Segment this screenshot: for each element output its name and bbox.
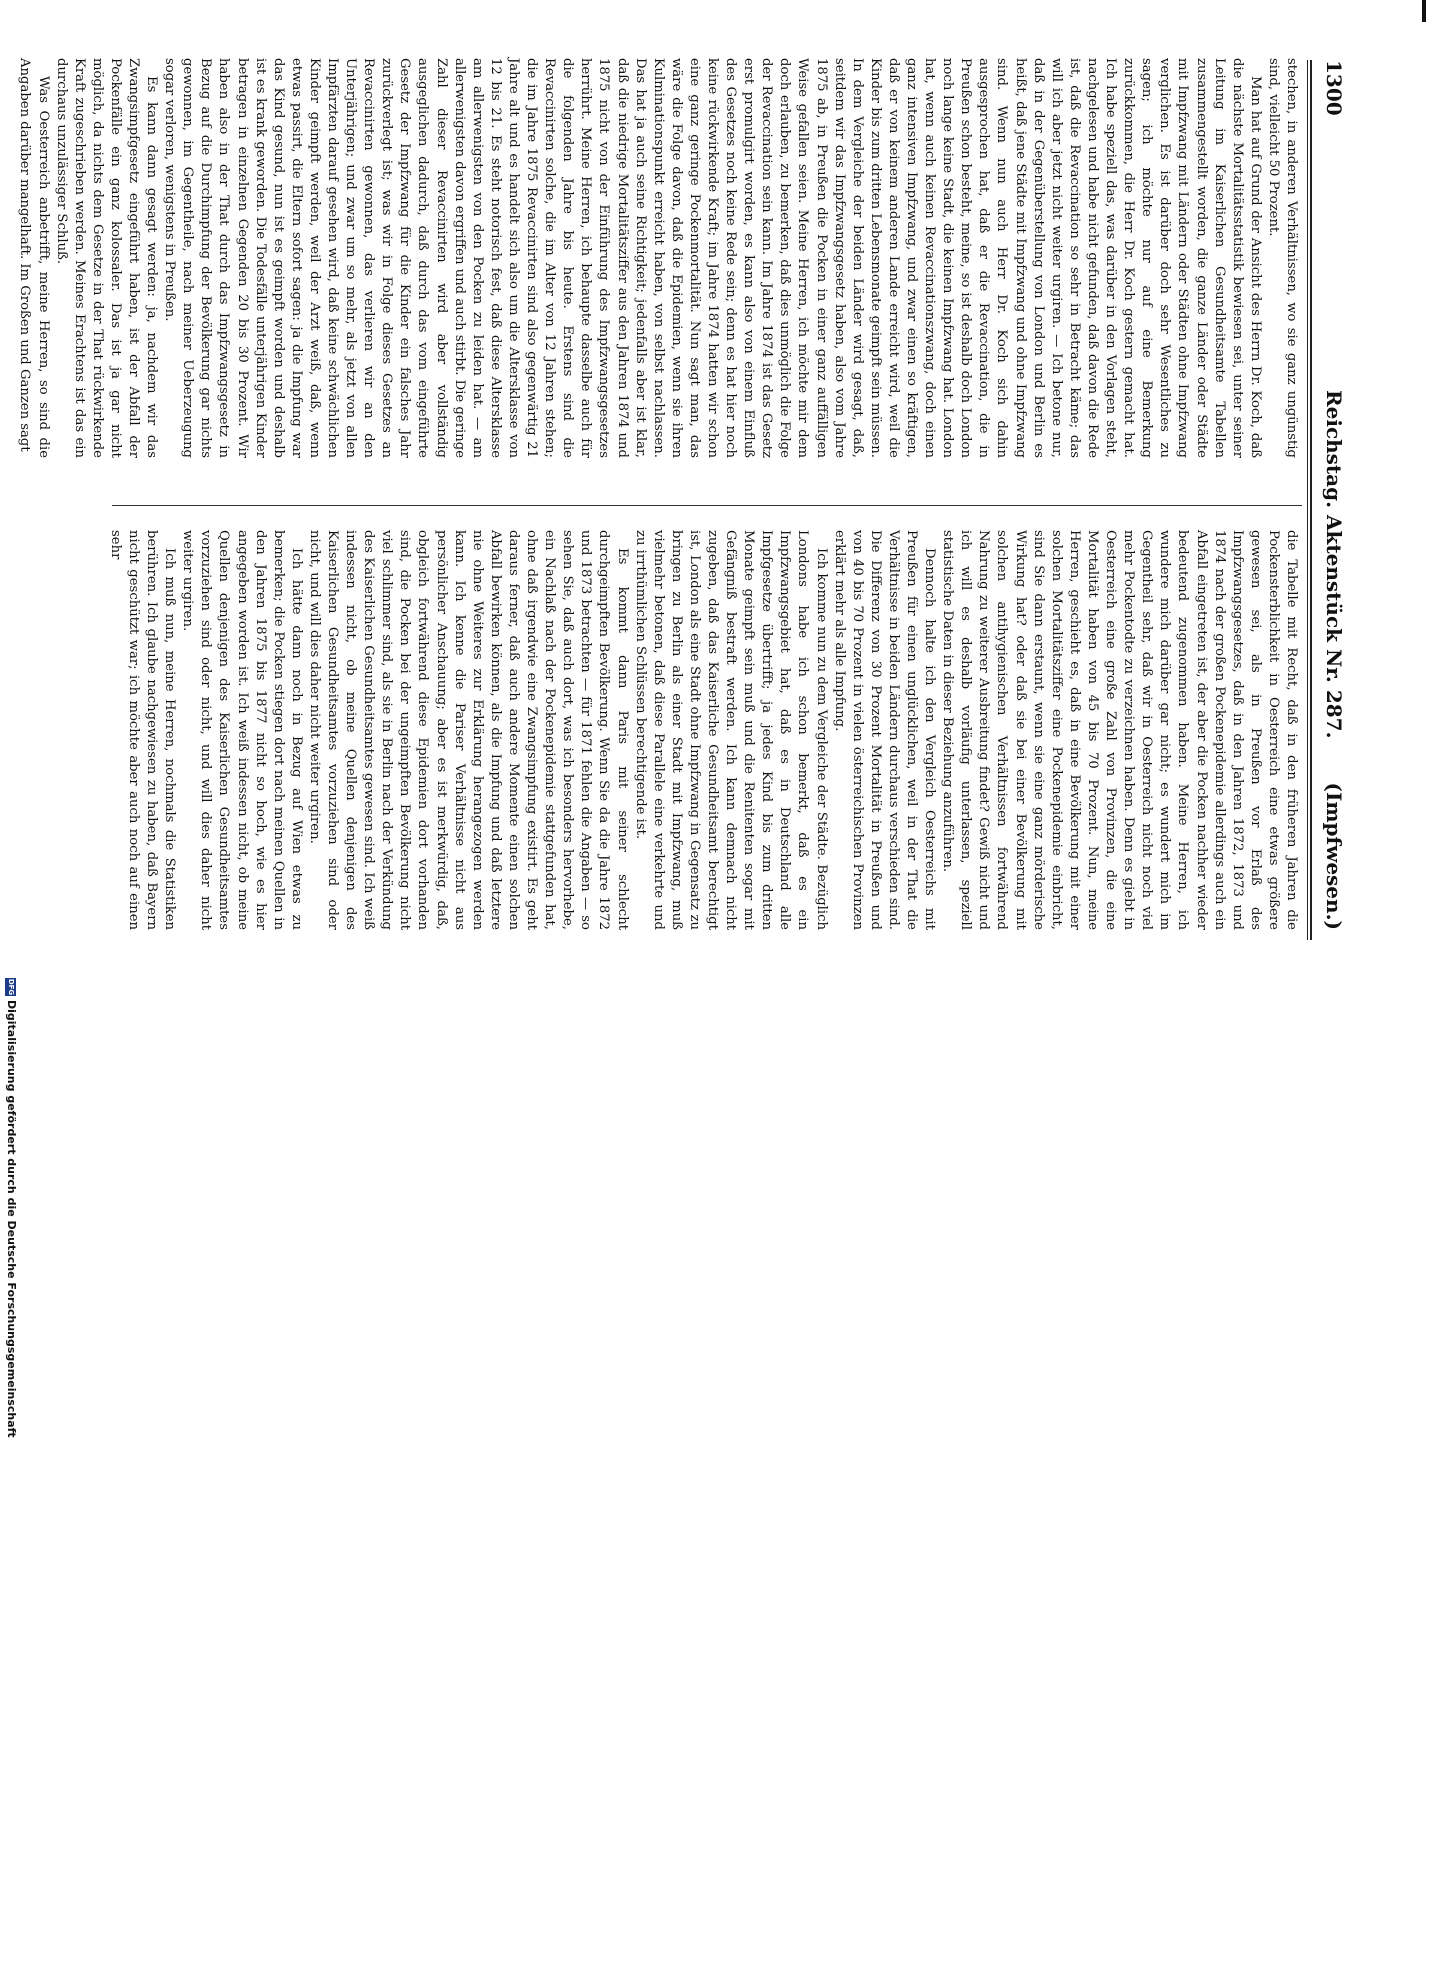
paragraph: Ich komme nun zu dem Vergleiche der Städte. Bezüglich Londons habe ich schon bemerkt, daß es ein Impfzwangsgebiet hat, daß es in Deutschland alle Impfgesetze übertrifft; ja jedes Kind bis zum dritten Monate geimpft sein muß und die Renitenten sogar mit Gefängniß bestraft werden. Ich kann demnach nicht zugeben, daß das Kaiserliche Gesundheitsamt berechtigt ist, London als eine Stadt ohne Impfzwang in Gegensatz zu bringen zu Berlin als einer Stadt mit Impfzwang, muß vielmehr betonen, daß diese Parallele eine verkehrte und zu irrthümlichen Schlüssen berechtigende ist. bbox=[632, 530, 829, 930]
paragraph: Es kann dann gesagt werden: ja, nachdem wir das Zwangsimpfgesetz eingeführt haben, ist der Abfall der Pockenfälle ein ganz kolossaler. Das ist ja gar nicht möglich, da nichts dem Gesetze in der That rückwirkende Kraft zugeschrieben werden. Meines Erachtens ist das ein durchaus unzulässiger Schluß. bbox=[53, 58, 160, 458]
paragraph: Ich muß nun, meine Herren, nochmals die Statistiken berühren. Ich glaube nachgewiesen zu haben, daß Bayern nicht geschützt war; ich möchte aber auch noch auf einen sehr bbox=[107, 530, 178, 930]
digitization-strip bbox=[0, 0, 22, 1438]
paragraph: Es kommt dann Paris mit seiner schlecht durchgeimpften Bevölkerung. Wenn Sie da die Jahre 1872 und 1873 betrachten — für 1871 fehlen die Angaben — so sehen Sie, daß auch dort, was ich besonders hervorhebe, ein Nachlaß nach der Pockenepidemie stattgefunden hat, ohne daß irgendwie eine Zwangsimpfung existirt. Es geht daraus ferner, daß auch andere Momente einen solchen Abfall bewirken können, als die Impfung und daß letztere nie ohne Weiteres zur Erklärung herangezogen werden kann. Ich kenne die Pariser Verhältnisse nicht aus persönlicher Anschauung; aber es ist merkwürdig, daß, obgleich fortwährend diese Epidemien dort vorhanden sind, die Pocken bei der ungeimpften Bevölkerung nicht viel schlimmer sind, als sie in Berlin nach der Verkündung des Kaiserlichen Gesundheitsamtes gewesen sind. Ich weiß indessen nicht, ob meine Quellen denjenigen des Kaiserlichen Gesundheitsamtes vorzuziehen sind oder nicht, und will dies daher nicht weiter urgiren. bbox=[306, 530, 630, 930]
dfg-logo-icon: DFG bbox=[7, 978, 16, 996]
paragraph: Dennoch halte ich den Vergleich Oesterreichs mit Preußen für einen unglücklichen, weil in der That die Verhältnisse in beiden Ländern durchaus verschieden sind. Die Differenz von 30 Prozent Mortalität in Preußen und von 40 bis 70 Prozent in vielen österreichischen Provinzen erklärt mehr als alle Impfung. bbox=[831, 530, 938, 930]
paragraph: die Tabelle mit Recht, daß in den früheren Jahren die Pockensterblichkeit in Oesterreich eine etwas größere gewesen sei, als in Preußen vor Erlaß des Impfzwangsgesetzes, daß in den Jahren 1872, 1873 und 1874 nach der großen Pockenepidemie allerdings auch ein Abfall eingetreten ist, der aber die Pocken nachher wieder bedeutend zugenommen haben. Meine Herren, ich wundere mich darüber gar nicht; es wundert mich im Gegentheil sehr, daß wir in Oesterreich nicht noch viel mehr Pockentodte zu verzeichnen haben. Denn es giebt in Oesterreich eine große Zahl von Provinzen, die eine Mortalität haben von 45 bis 70 Prozent. Nun, meine Herren, geschieht es, daß in eine Bevölkerung mit einer solchen Mortalitätsziffer eine Pockenepidemie einbricht, sind Sie dann erstaunt, wenn sie eine ganz mörderische Wirkung hat? oder daß sie bei einer Bevölkerung mit solchen antihygienischen Verhältnissen fortwährend Nahrung zu weiterer Ausbreitung findet? Gewiß nicht und ich will es deshalb vorläufig unterlassen, speziell statistische Daten in dieser Beziehung anzuführen. bbox=[940, 530, 1299, 930]
paragraph: Was Oesterreich anbetrifft, meine Herren, so sind die Angaben darüber mangelhaft. Im Großen und Ganzen sagt bbox=[17, 58, 51, 458]
page-number: 1300 bbox=[1322, 60, 1346, 116]
page-header bbox=[1316, 60, 1350, 930]
left-column bbox=[17, 58, 1300, 458]
paragraph: stechen, in anderen Verhältnissen, wo sie ganz ungünstig sind, vielleicht 50 Prozent. bbox=[1265, 58, 1299, 458]
paragraph: Ich hätte dann noch in Bezug auf Wien etwas zu bemerken; die Pocken stiegen dort nach meinen Quellen in den Jahren 1875 bis 1877 nicht so hoch, wie es hier angegeben worden ist. Ich weiß indessen nicht, ob meine Quellen denjenigen des Kaiserlichen Gesundheitsamtes vorzuziehen sind oder nicht, und will dies daher nicht weiter urgiren. bbox=[180, 530, 304, 930]
digitization-note bbox=[0, 978, 22, 1978]
right-column bbox=[107, 530, 1300, 930]
header-rule-thin bbox=[1307, 60, 1308, 940]
scan-edge-mark bbox=[1422, 0, 1426, 22]
section-title: (Impfwesen.) bbox=[1322, 782, 1346, 930]
paragraph: Man hat auf Grund der Ansicht des Herrn Dr. Koch, daß die nächste Mortalitätsstatistik bewiesen sei, unter seiner Leitung im Kaiserlichen Gesundheitsamte Tabellen zusammengestellt worden, die ganze Länder oder Städte mit Impfzwang mit Ländern oder Städten ohne Impfzwang verglichen. Es ist darüber doch sehr Wesentliches zu sagen; ich möchte nur auf eine Bemerkung zurückkommen, die Herr Dr. Koch gestern gemacht hat. Ich habe speziell das, was darüber in den Vorlagen steht, nachgelesen und habe nicht gefunden, daß davon die Rede ist, daß die Revaccination so sehr in Betracht käme; das will ich aber jetzt nicht weiter urgiren. — Ich betone nur, daß in der Gegenüberstellung von London und Berlin es heißt, daß jene Städte mit Impfzwang und ohne Impfzwang sind. Wenn nun auch Herr Dr. Koch sich dahin ausgesprochen hat, daß er die Revaccination, die in Preußen schon besteht, meine, so ist deshalb doch London noch lange keine Stadt, die keinen Impfzwang hat. London hat, wenn auch keinen Revaccinationszwang, doch einen ganz intensiven Impfzwang, und zwar einen so kräftigen, daß er von keinem anderen Lande erreicht wird, weil die Kinder bis zum dritten Lebensmonate geimpft sein müssen. In dem Vergleiche der beiden Länder wird gesagt, daß, seitdem wir das Impfzwangsgesetz haben, also vom Jahre 1875 ab, in Preußen die Pocken in einer ganz auffälligen Weise gefallen seien. Meine Herren, ich möchte mir dem doch erlauben, zu bemerken, daß dies unmöglich die Folge der Revaccination sein kann. Im Jahre 1874 ist das Gesetz erst promulgirt worden, es kann also von einem Einfluß des Gesetzes noch keine Rede sein; denn es hat hier noch keine rückwirkende Kraft; im Jahre 1874 hatten wir schon eine ganz geringe Pockenmortalität. Nun sagt man, das wäre die Folge davon, daß die Epidemien, wenn sie ihren Kulminationspunkt erreicht haben, von selbst nachlassen. Das hat ja auch seine Richtigkeit; jedenfalls aber ist klar, daß die niedrige Mortalitätsziffer aus den Jahren 1874 und 1875 nicht von der Einführung des Impfzwangsgesetzes herrührt. Meine Herren, ich behaupte dasselbe auch für die folgenden Jahre bis heute. Erstens sind die Revaccinirten solche, die im Alter von 12 Jahren stehen; die im Jahre 1875 Revaccinirten sind also gegenwärtig 21 Jahre alt und es handelt sich also um die Altersklasse von 12 bis 21. Es steht notorisch fest, daß diese Altersklasse am allerwenigsten von den Pocken zu leiden hat. — am allerwenigsten davon ergriffen und auch stirbt. Die geringe Zahl dieser Revaccinirten wird aber vollständig ausgeglichen dadurch, daß durch das vom eingeführte Gesetz der Impfzwang für die Kinder ein falsches Jahr zurückverlegt ist; was wir in Folge dieses Gesetzes an Revaccinirten gewonnen, das verlieren wir an den Unterjährigen; und zwar um so mehr, als jetzt von allen Impfärzten darauf gesehen wird, daß keine schwächlichen Kinder geimpft werden, weil der Arzt weiß, daß, wenn etwas passirt, die Eltern sofort sagen: ja die Impfung war das Kind gesund, nun ist es geimpft worden und deshalb ist es krank geworden. Die Todesfälle unterjährigen Kinder betragen in einzelnen Gegenden 20 bis 30 Prozent. Wir haben also in der That durch das Impfzwangsgesetz in Bezug auf die Durchimpfung der Bevölkerung gar nichts gewonnen, im Gegentheile, nach meiner Ueberzeugung sogar verloren, wenigstens in Preußen. bbox=[162, 58, 1263, 458]
header-rule bbox=[1310, 60, 1312, 940]
column-divider bbox=[112, 505, 1302, 506]
digitization-text: Digitalisierung gefördert durch die Deutsche Forschungsgemeinschaft bbox=[5, 1000, 18, 1438]
page-title: Reichstag. Aktenstück Nr. 287. bbox=[1322, 390, 1346, 739]
